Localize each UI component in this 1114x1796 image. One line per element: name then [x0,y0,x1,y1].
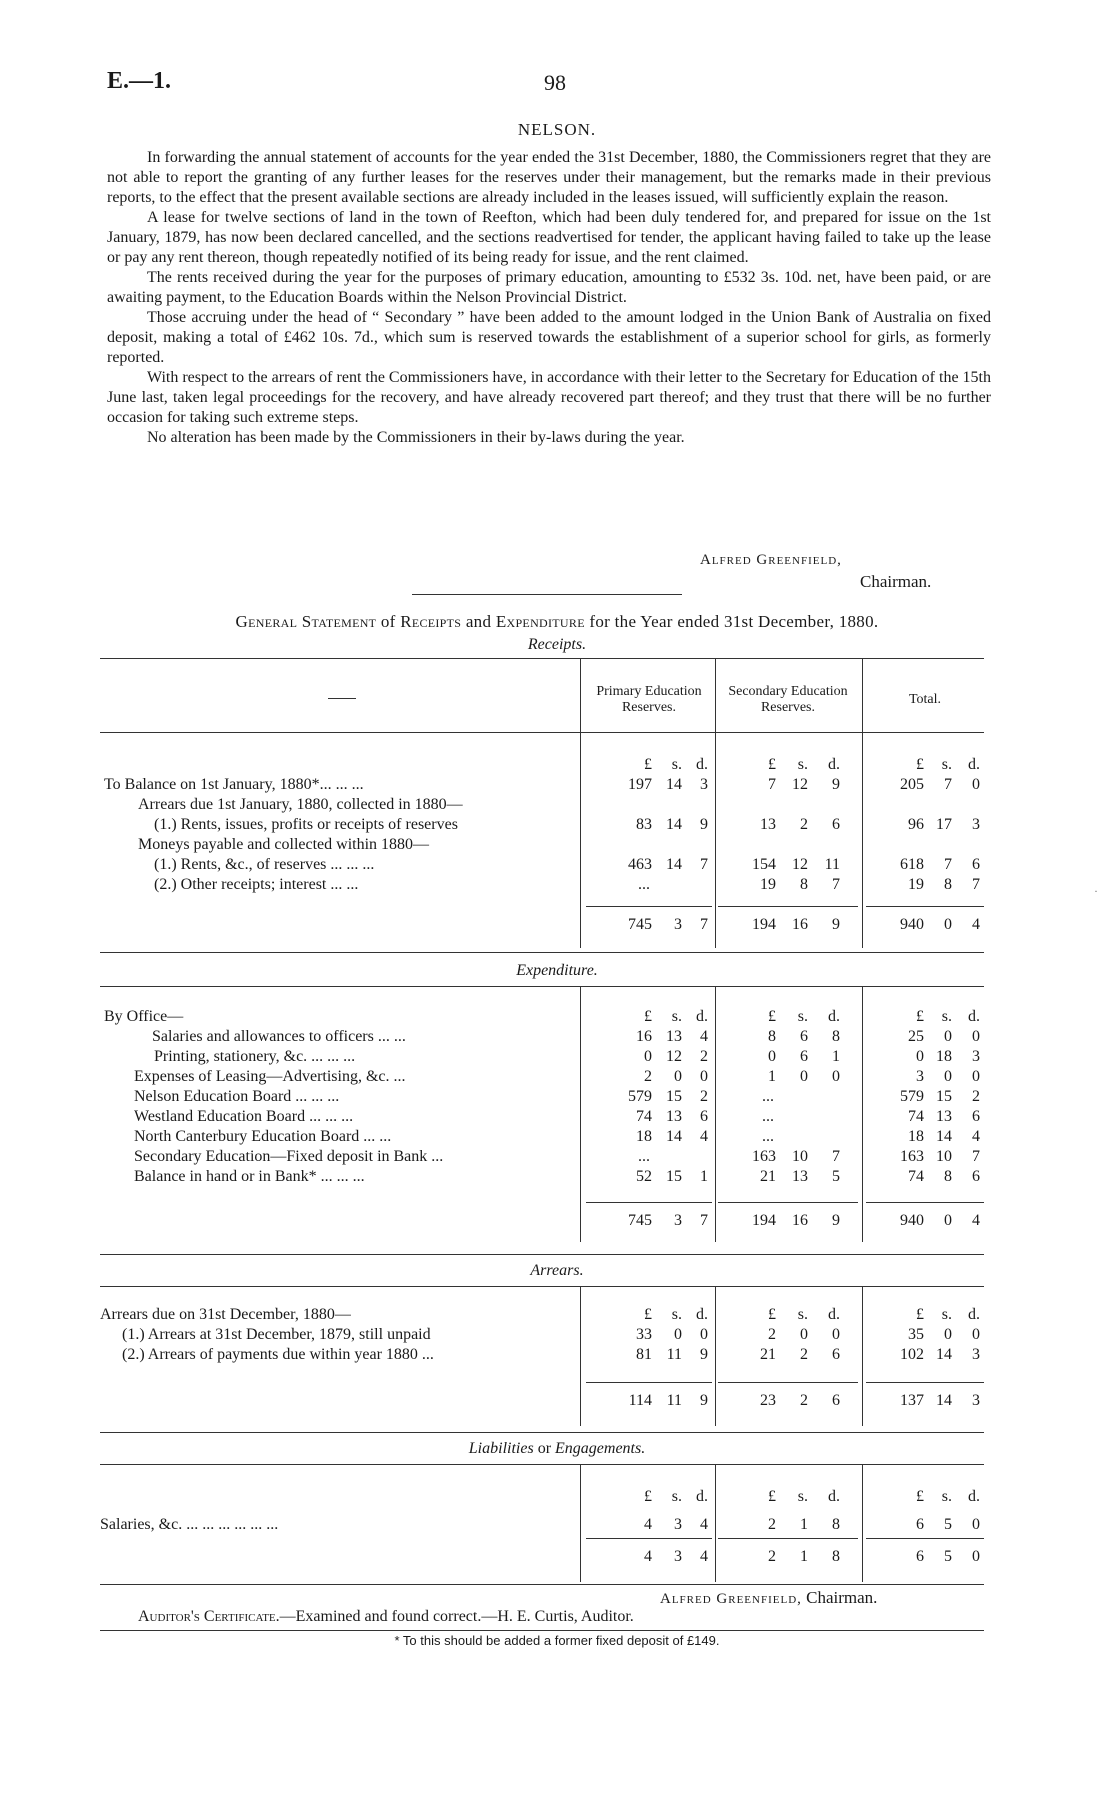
pence-value: 0 [700,1326,708,1343]
sum-rule [866,1382,984,1383]
sum-rule [718,1202,858,1203]
pence-value: 4 [972,1212,980,1229]
sum-rule [718,1538,858,1539]
heading-part: or [533,1440,556,1457]
column-rule [580,658,581,948]
pence-value: 4 [700,1548,708,1565]
pound-symbol: £ [768,1306,776,1323]
pence-value: 8 [832,1548,840,1565]
pence-value: 2 [972,1088,980,1105]
empty-value: ... [638,1148,650,1165]
row-label: By Office— [104,1008,184,1025]
shillings-value: 6 [800,1028,808,1045]
pounds-value: 0 [916,1048,924,1065]
pence-value: 4 [700,1128,708,1145]
pence-value: 7 [700,916,708,933]
shillings-value: 10 [792,1148,808,1165]
row-label: Salaries, &c. ... ... ... ... ... ... [100,1516,279,1533]
row-label: Westland Education Board ... ... ... [134,1108,354,1125]
shillings-value: 15 [666,1088,682,1105]
pounds-value: 940 [900,916,924,933]
pence-value: 3 [972,1048,980,1065]
shillings-value: 7 [944,856,952,873]
paragraph: The rents received during the year for the purposes of primary education, amounting to £532 3s. 10d. net, have been paid, or are awaiting payment, to the Education Boards within the Nelson Provincial District. [107,269,991,306]
pounds-value: 163 [752,1148,776,1165]
pounds-value: 2 [768,1326,776,1343]
shillings-value: 5 [944,1548,952,1565]
pence-value: 1 [832,1048,840,1065]
pounds-value: 25 [908,1028,924,1045]
pounds-value: 19 [760,876,776,893]
rule [100,732,984,733]
pence-value: 6 [700,1108,708,1125]
sum-rule [866,906,984,907]
shillings-value: 14 [666,856,682,873]
pounds-value: 940 [900,1212,924,1229]
shillings-value: 16 [792,1212,808,1229]
pounds-value: 3 [916,1068,924,1085]
row-label: (1.) Arrears at 31st December, 1879, still unpaid [122,1326,431,1343]
pence-value: 0 [832,1068,840,1085]
pounds-value: 18 [908,1128,924,1145]
shilling-symbol: s. [941,1008,952,1025]
row-label: Salaries and allowances to officers ... ... [152,1028,406,1045]
pence-value: 4 [972,916,980,933]
closing-signature: Alfred Greenfield, Chairman. [660,1588,878,1607]
pence-value: 0 [972,1548,980,1565]
shillings-value: 10 [936,1148,952,1165]
pence-value: 7 [972,1148,980,1165]
pence-symbol: d. [828,1008,840,1025]
row-label: (2.) Other receipts; interest ... ... [154,876,359,893]
shilling-symbol: s. [671,756,682,773]
rule [100,952,984,953]
column-rule [715,1464,716,1582]
shillings-value: 0 [674,1326,682,1343]
pounds-value: 0 [768,1048,776,1065]
col-primary-header: Primary Education Reserves. [596,684,702,715]
pounds-value: 154 [752,856,776,873]
sum-rule [586,906,712,907]
shillings-value: 14 [936,1128,952,1145]
shilling-symbol: s. [941,756,952,773]
sum-rule [718,1382,858,1383]
rule [100,1432,984,1433]
rule [100,1630,984,1631]
pence-value: 6 [832,816,840,833]
auditor-certificate: Auditor's Certificate.—Examined and found correct.—H. E. Curtis, Auditor. [138,1608,634,1625]
pounds-value: 137 [900,1392,924,1409]
shilling-symbol: s. [797,1306,808,1323]
row-label: (1.) Rents, &c., of reserves ... ... ... [154,856,375,873]
pounds-value: 35 [908,1326,924,1343]
row-label: Arrears due on 31st December, 1880— [100,1306,351,1323]
shillings-value: 16 [792,916,808,933]
row-label: Moneys payable and collected within 1880— [138,836,430,853]
pounds-value: 6 [916,1516,924,1533]
shillings-value: 13 [936,1108,952,1125]
column-rule [715,658,716,948]
column-rule [862,1286,863,1426]
shilling-symbol: s. [671,1306,682,1323]
pence-symbol: d. [968,1008,980,1025]
pound-symbol: £ [768,756,776,773]
pence-value: 0 [972,1326,980,1343]
shillings-value: 15 [936,1088,952,1105]
rule [100,1584,984,1585]
signature-role: Chairman. [860,572,932,591]
shillings-value: 2 [800,1392,808,1409]
pound-symbol: £ [916,1306,924,1323]
pounds-value: 16 [636,1028,652,1045]
column-rule [862,658,863,948]
shillings-value: 12 [792,856,808,873]
column-rule [715,986,716,1242]
shillings-value: 0 [944,1028,952,1045]
shillings-value: 11 [666,1392,682,1409]
shilling-symbol: s. [797,1008,808,1025]
pence-symbol: d. [828,1306,840,1323]
pounds-value: 1 [768,1068,776,1085]
stub-dash [328,698,356,699]
paragraph: Those accruing under the head of “ Secondary ” have been added to the amount lodged in the Union Bank of Australia on fixed deposit, making a total of £462 10s. 7d., which sum is reserved towards the establishment of a superior school for girls, as formerly reported. [107,309,991,366]
column-rule [580,1464,581,1582]
sum-rule [586,1202,712,1203]
row-label: (2.) Arrears of payments due within year 1880 ... [122,1346,434,1363]
pounds-value: 7 [768,776,776,793]
pounds-value: 4 [644,1516,652,1533]
shillings-value: 14 [666,816,682,833]
pounds-value: 194 [752,1212,776,1229]
pence-value: 6 [832,1392,840,1409]
shillings-value: 2 [800,816,808,833]
row-label: Printing, stationery, &c. ... ... ... [154,1048,356,1065]
pounds-value: 745 [628,1212,652,1229]
pence-value: 0 [832,1326,840,1343]
footnote: * To this should be added a former fixed deposit of £149. [394,1633,720,1648]
pence-value: 0 [972,1068,980,1085]
pence-value: 9 [832,916,840,933]
pence-value: 0 [700,1068,708,1085]
pounds-value: 19 [908,876,924,893]
shillings-value: 11 [666,1346,682,1363]
pence-value: 9 [832,1212,840,1229]
page-number: 98 [544,70,566,95]
pence-value: 2 [700,1088,708,1105]
row-label: Nelson Education Board ... ... ... [134,1088,340,1105]
shillings-value: 8 [944,1168,952,1185]
pence-symbol: d. [696,1488,708,1505]
pounds-value: 83 [636,816,652,833]
column-rule [580,986,581,1242]
pounds-value: 579 [900,1088,924,1105]
pounds-value: 197 [628,776,652,793]
pounds-value: 4 [644,1548,652,1565]
row-label: Arrears due 1st January, 1880, collected in 1880— [138,796,463,813]
col-secondary-header: Secondary Education Reserves. [728,684,848,715]
pound-symbol: £ [916,1488,924,1505]
pence-value: 5 [832,1168,840,1185]
sum-rule [866,1202,984,1203]
pence-value: 1 [700,1168,708,1185]
row-label: (1.) Rents, issues, profits or receipts of reserves [154,816,458,833]
pounds-value: 745 [628,916,652,933]
pounds-value: 6 [916,1548,924,1565]
paragraph: No alteration has been made by the Commissioners in their by-laws during the year. [147,429,685,446]
report-body [107,148,991,448]
shillings-value: 3 [674,1212,682,1229]
shillings-value: 0 [674,1068,682,1085]
shilling-symbol: s. [797,1488,808,1505]
pounds-value: 23 [760,1392,776,1409]
paragraph: With respect to the arrears of rent the Commissioners have, in accordance with their letter to the Secretary for Education of the 15th June last, taken legal proceedings for the recovery, and have already recovered part thereof; and they trust that there will be no further occasion for taking such extreme steps. [107,369,991,426]
pence-value: 9 [700,816,708,833]
signature-name: Alfred Greenfield, [700,552,842,568]
pounds-value: 8 [768,1028,776,1045]
shillings-value: 13 [666,1108,682,1125]
pounds-value: 74 [908,1108,924,1125]
shilling-symbol: s. [941,1488,952,1505]
pound-symbol: £ [916,1008,924,1025]
pounds-value: 18 [636,1128,652,1145]
pence-symbol: d. [968,756,980,773]
shilling-symbol: s. [941,1306,952,1323]
sum-rule [718,906,858,907]
pence-value: 7 [832,1148,840,1165]
shillings-value: 15 [666,1168,682,1185]
pounds-value: 2 [768,1516,776,1533]
column-rule [862,1464,863,1582]
pence-value: 7 [700,856,708,873]
pounds-value: 2 [644,1068,652,1085]
shillings-value: 0 [944,1326,952,1343]
shillings-value: 3 [674,1548,682,1565]
shillings-value: 0 [944,916,952,933]
pence-value: 4 [700,1028,708,1045]
pound-symbol: £ [644,1306,652,1323]
pence-value: 9 [832,776,840,793]
rule [100,1464,984,1465]
pounds-value: 618 [900,856,924,873]
pence-value: 0 [972,1516,980,1533]
pounds-value: 463 [628,856,652,873]
shillings-value: 0 [944,1212,952,1229]
pounds-value: 74 [636,1108,652,1125]
rule [100,1254,984,1255]
page-title: NELSON. [517,120,597,139]
shilling-symbol: s. [797,756,808,773]
pence-value: 2 [700,1048,708,1065]
pounds-value: 2 [768,1548,776,1565]
heading-part: Liabilities [468,1440,534,1457]
rule [100,986,984,987]
shillings-value: 17 [936,816,952,833]
shillings-value: 0 [944,1068,952,1085]
row-label: Secondary Education—Fixed deposit in Bank ... [134,1148,444,1165]
shillings-value: 3 [674,916,682,933]
pence-value: 7 [832,876,840,893]
pence-symbol: d. [828,756,840,773]
shillings-value: 8 [944,876,952,893]
shillings-value: 13 [792,1168,808,1185]
pounds-value: 33 [636,1326,652,1343]
heading-part: Engagements. [555,1440,646,1457]
pence-value: 6 [972,1108,980,1125]
pence-value: 3 [972,816,980,833]
pounds-value: 81 [636,1346,652,1363]
pence-value: 6 [972,1168,980,1185]
document-code: E.—1. [107,68,172,94]
shillings-value: 8 [800,876,808,893]
shillings-value: 14 [936,1346,952,1363]
pence-symbol: d. [696,1306,708,1323]
pence-value: 0 [972,776,980,793]
shillings-value: 1 [800,1516,808,1533]
rule [100,658,984,659]
shilling-symbol: s. [671,1488,682,1505]
shillings-value: 0 [800,1326,808,1343]
pence-value: 8 [832,1516,840,1533]
pounds-value: 579 [628,1088,652,1105]
shillings-value: 0 [800,1068,808,1085]
pound-symbol: £ [916,756,924,773]
pence-value: 4 [700,1516,708,1533]
paragraph: A lease for twelve sections of land in the town of Reefton, which had been duly tendered for, and prepared for issue on the 1st January, 1879, has now been declared cancelled, and the sections readvertised for tender, the applicant having failed to take up the lease or pay any rent thereon, though repeatedly notified of its being ready for issue, and the rent claimed. [107,209,991,266]
pounds-value: 194 [752,916,776,933]
pounds-value: 21 [760,1346,776,1363]
pence-symbol: d. [968,1306,980,1323]
pence-value: 4 [972,1128,980,1145]
empty-value: ... [638,876,650,893]
receipts-heading: Receipts. [527,636,587,653]
arrears-heading: Arrears. [530,1262,584,1279]
pounds-value: 21 [760,1168,776,1185]
empty-value: ... [762,1128,774,1145]
pence-value: 7 [972,876,980,893]
sum-rule [866,1538,984,1539]
shillings-value: 3 [674,1516,682,1533]
liabilities-heading [0,1440,1114,1458]
row-label: North Canterbury Education Board ... ... [134,1128,392,1145]
paragraph: In forwarding the annual statement of accounts for the year ended the 31st December, 1880, the Commissioners regret that they are not able to report the granting of any further leases for the reserves under their management, but the remarks made in their previous reports, to the effect that the present available sections are already included in the leases issued, will sufficiently explain the reason. [107,149,991,206]
pound-symbol: £ [644,1488,652,1505]
row-label: Balance in hand or in Bank* ... ... ... [134,1168,365,1185]
pounds-value: 96 [908,816,924,833]
column-rule [580,1286,581,1426]
pence-value: 9 [700,1392,708,1409]
sum-rule [586,1382,712,1383]
pence-value: 11 [824,856,840,873]
pence-value: 0 [972,1028,980,1045]
rule [100,1286,984,1287]
statement-title: General Statement of Receipts and Expenditure for the Year ended 31st December, 1880. [235,612,879,631]
pounds-value: 52 [636,1168,652,1185]
shillings-value: 13 [666,1028,682,1045]
pence-value: 7 [700,1212,708,1229]
pounds-value: 102 [900,1346,924,1363]
pound-symbol: £ [768,1008,776,1025]
shillings-value: 2 [800,1346,808,1363]
row-label: To Balance on 1st January, 1880*... ... ... [104,776,364,793]
empty-value: ... [762,1108,774,1125]
pence-symbol: d. [968,1488,980,1505]
row-label: Expenses of Leasing—Advertising, &c. ... [134,1068,406,1085]
pounds-value: 205 [900,776,924,793]
pounds-value: 74 [908,1168,924,1185]
shillings-value: 14 [936,1392,952,1409]
pence-symbol: d. [696,1008,708,1025]
expenditure-heading: Expenditure. [516,962,598,979]
shilling-symbol: s. [671,1008,682,1025]
pence-value: 9 [700,1346,708,1363]
pounds-value: 13 [760,816,776,833]
pence-value: 3 [700,776,708,793]
shillings-value: 6 [800,1048,808,1065]
column-rule [715,1286,716,1426]
shillings-value: 7 [944,776,952,793]
shillings-value: 1 [800,1548,808,1565]
pence-value: 6 [832,1346,840,1363]
pounds-value: 114 [628,1392,652,1409]
col-total-header: Total. [908,692,942,707]
pence-value: 8 [832,1028,840,1045]
shillings-value: 12 [666,1048,682,1065]
shillings-value: 18 [936,1048,952,1065]
shillings-value: 14 [666,1128,682,1145]
separator [412,594,682,595]
pence-symbol: d. [828,1488,840,1505]
shillings-value: 14 [666,776,682,793]
shillings-value: 5 [944,1516,952,1533]
pence-symbol: d. [696,756,708,773]
pence-value: 3 [972,1392,980,1409]
pounds-value: 0 [644,1048,652,1065]
pence-value: 6 [972,856,980,873]
shillings-value: 12 [792,776,808,793]
sum-rule [586,1538,712,1539]
pound-symbol: £ [768,1488,776,1505]
column-rule [862,986,863,1242]
empty-value: ... [762,1088,774,1105]
pound-symbol: £ [644,1008,652,1025]
margin-mark: · [1094,884,1098,898]
pound-symbol: £ [644,756,652,773]
pence-value: 3 [972,1346,980,1363]
pounds-value: 163 [900,1148,924,1165]
